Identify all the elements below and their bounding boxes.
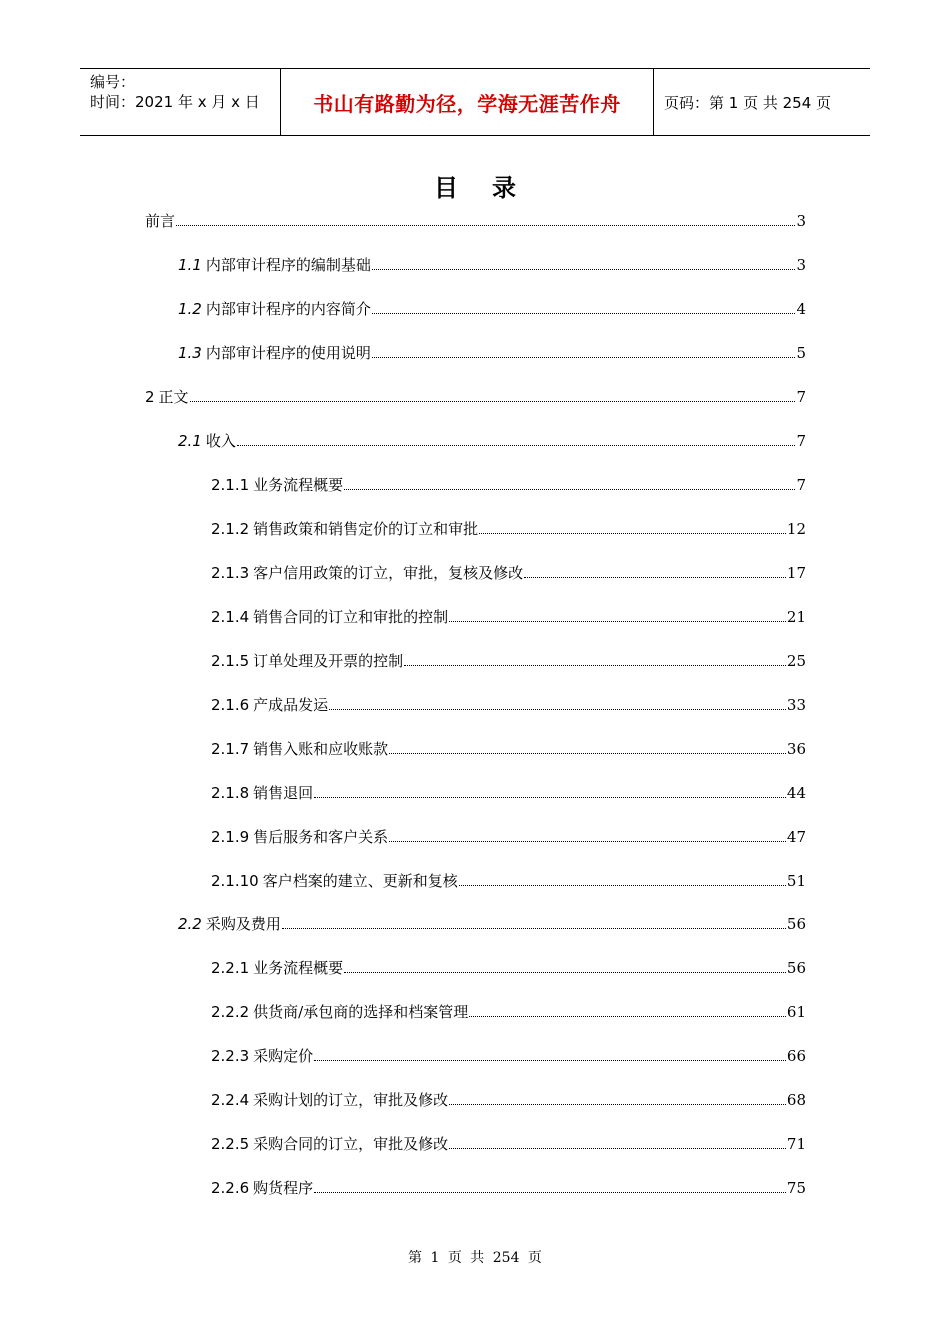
toc-entry[interactable] (211, 650, 806, 672)
toc-entry-number: 2.1.4 (211, 608, 250, 626)
toc-entry[interactable] (211, 562, 806, 584)
toc-entry-label: 供货商/承包商的选择和档案管理 (253, 1003, 469, 1021)
toc-entry[interactable] (211, 1133, 806, 1155)
toc-entry[interactable] (178, 298, 806, 320)
toc-entry-label: 采购合同的订立，审批及修改 (253, 1135, 449, 1153)
header-number-label: 编号： (90, 73, 136, 91)
toc-entry-label: 内部审计程序的内容简介 (205, 300, 371, 318)
toc-entry-label: 客户信用政策的订立，审批，复核及修改 (253, 564, 524, 582)
toc-entry-number: 2.1.7 (211, 740, 250, 758)
toc-entry-number: 2 (145, 388, 155, 406)
toc-entry-label: 售后服务和客户关系 (253, 828, 389, 846)
toc-entry-number: 1.3 (178, 344, 202, 362)
toc-entry[interactable] (211, 782, 806, 804)
toc-entry-number: 2.1.2 (211, 520, 250, 538)
toc-entry-number: 1.1 (178, 256, 202, 274)
header-time-label: 时间：2021 年 x 月 x 日 (90, 93, 260, 111)
toc-entry-page: 56 (786, 915, 806, 933)
toc-entry[interactable] (211, 1177, 806, 1199)
toc-entry-page: 68 (786, 1091, 806, 1109)
toc-entry-page: 33 (786, 696, 806, 714)
toc-leader (479, 533, 786, 534)
toc-entry-number: 2.1 (178, 432, 202, 450)
toc-entry-number: 1.2 (178, 300, 202, 318)
toc-entry-label: 购货程序 (253, 1179, 314, 1197)
toc-leader (344, 972, 786, 973)
toc-entry-page: 3 (796, 256, 806, 274)
toc-entry-number: 2.1.3 (211, 564, 250, 582)
toc-entry-number: 2.1.10 (211, 872, 259, 890)
toc-leader (389, 753, 786, 754)
toc-leader (372, 313, 796, 314)
toc-leader (449, 1104, 786, 1105)
header-page-info: 页码：第 1 页 共 254 页 (664, 93, 832, 112)
toc-entry-number: 2.2.1 (211, 959, 250, 977)
toc-leader (389, 841, 786, 842)
toc-entry-number: 2.2 (178, 915, 202, 933)
toc-entry-label: 收入 (205, 432, 236, 450)
toc-title: 目录 (434, 174, 550, 202)
toc-leader (282, 928, 786, 929)
toc-leader (449, 621, 786, 622)
toc-entry-label: 业务流程概要 (253, 959, 344, 977)
toc-entry-page: 17 (786, 564, 806, 582)
toc-entry-label: 采购定价 (253, 1047, 314, 1065)
toc-entry-page: 44 (786, 784, 806, 802)
toc-entry-number: 2.2.4 (211, 1091, 250, 1109)
toc-entry-label: 销售合同的订立和审批的控制 (253, 608, 449, 626)
toc-leader (372, 269, 796, 270)
toc-entry-page: 7 (796, 476, 806, 494)
toc-entry[interactable] (211, 1089, 806, 1111)
toc-leader (314, 1060, 786, 1061)
toc-entry-page: 7 (796, 432, 806, 450)
toc-entry[interactable] (178, 430, 806, 452)
toc-entry-page: 51 (786, 872, 806, 890)
toc-entry-label: 内部审计程序的使用说明 (205, 344, 371, 362)
page-footer: 第 1 页 共 254 页 (408, 1250, 542, 1266)
header-motto: 书山有路勤为径，学海无涯苦作舟 (281, 69, 654, 135)
toc-entry-number: 2.1.1 (211, 476, 250, 494)
toc-leader (372, 357, 796, 358)
toc-entry-number: 2.2.6 (211, 1179, 250, 1197)
toc-entry[interactable] (211, 1001, 806, 1023)
toc-entry-label: 前言 (145, 212, 176, 230)
toc-entry-page: 61 (786, 1003, 806, 1021)
toc-leader (314, 797, 786, 798)
toc-entry[interactable] (211, 606, 806, 628)
toc-entry-label: 订单处理及开票的控制 (253, 652, 404, 670)
toc-entry-label: 销售入账和应收账款 (253, 740, 389, 758)
toc-leader (237, 445, 796, 446)
toc-entry-number: 2.1.8 (211, 784, 250, 802)
toc-entry[interactable] (211, 518, 806, 540)
toc-leader (329, 709, 786, 710)
toc-entry-number: 2.1.9 (211, 828, 250, 846)
toc-entry-number: 2.2.3 (211, 1047, 250, 1065)
toc-leader (344, 489, 795, 490)
toc-entry[interactable] (211, 870, 806, 892)
toc-entry[interactable] (178, 254, 806, 276)
toc-entry-label: 采购及费用 (205, 915, 281, 933)
toc-entry[interactable] (211, 474, 806, 496)
toc-entry-page: 71 (786, 1135, 806, 1153)
toc-entry-page: 3 (796, 212, 806, 230)
toc-entry-number: 2.1.5 (211, 652, 250, 670)
toc-entry-page: 47 (786, 828, 806, 846)
toc-entry[interactable] (211, 957, 806, 979)
toc-entry-page: 75 (786, 1179, 806, 1197)
toc-leader (404, 665, 786, 666)
page-header (80, 68, 870, 136)
toc-entry[interactable] (178, 342, 806, 364)
toc-entry-page: 12 (786, 520, 806, 538)
toc-entry[interactable] (145, 386, 806, 408)
toc-entry-page: 25 (786, 652, 806, 670)
toc-leader (524, 577, 786, 578)
toc-entry[interactable] (211, 738, 806, 760)
toc-entry-label: 正文 (158, 388, 189, 406)
toc-entry-page: 36 (786, 740, 806, 758)
toc-entry-page: 5 (796, 344, 806, 362)
header-meta (80, 69, 281, 135)
toc-entry-number: 2.2.2 (211, 1003, 250, 1021)
toc-entry-label: 内部审计程序的编制基础 (205, 256, 371, 274)
toc-leader (176, 225, 795, 226)
toc-leader (449, 1148, 786, 1149)
toc-leader (469, 1016, 786, 1017)
toc-entry-number: 2.1.6 (211, 696, 250, 714)
toc-entry-number: 2.2.5 (211, 1135, 250, 1153)
toc-entry[interactable] (145, 210, 806, 232)
toc-entry-page: 21 (786, 608, 806, 626)
toc-entry-page: 4 (796, 300, 806, 318)
toc-entry[interactable] (211, 1045, 806, 1067)
toc-entry-label: 业务流程概要 (253, 476, 344, 494)
toc-entry-label: 销售政策和销售定价的订立和审批 (253, 520, 479, 538)
toc-entry[interactable] (211, 826, 806, 848)
toc-entry[interactable] (178, 913, 806, 935)
toc-entry-page: 66 (786, 1047, 806, 1065)
toc-entry-page: 56 (786, 959, 806, 977)
toc-leader (314, 1192, 786, 1193)
toc-leader (459, 885, 786, 886)
toc-entry-page: 7 (796, 388, 806, 406)
toc-entry-label: 客户档案的建立、更新和复核 (262, 872, 458, 890)
toc-leader (190, 401, 796, 402)
toc-entry-label: 销售退回 (253, 784, 314, 802)
toc-entry[interactable] (211, 694, 806, 716)
toc-entry-label: 采购计划的订立，审批及修改 (253, 1091, 449, 1109)
toc-entry-label: 产成品发运 (253, 696, 329, 714)
